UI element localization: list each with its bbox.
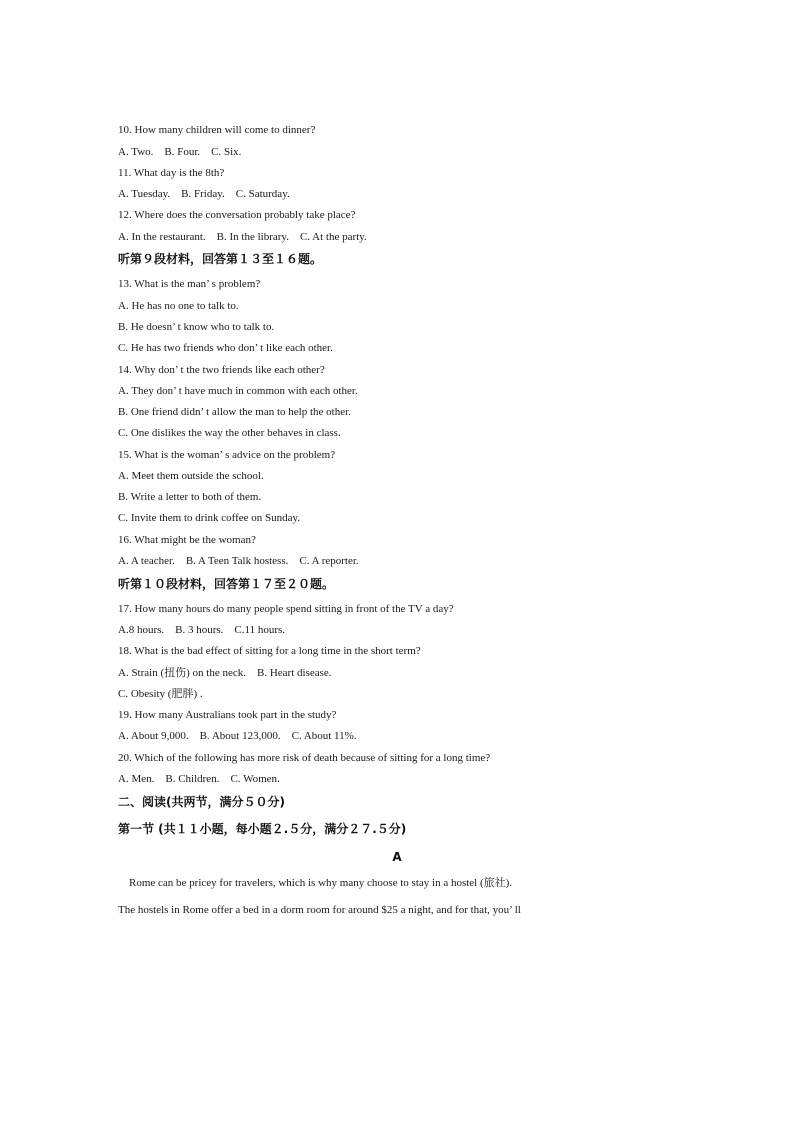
- question-20: 20. Which of the following has more risk of death because of sitting for a long time?: [118, 752, 491, 764]
- question-13: 13. What is the man’ s problem?: [118, 278, 261, 290]
- passage-a-line-2: The hostels in Rome offer a bed in a dorm room for around $25 a night, and for that, you’ ll: [118, 904, 521, 916]
- question-10: 10. How many children will come to dinner?: [118, 124, 316, 136]
- options-16: A. A teacher. B. A Teen Talk hostess. C. A reporter.: [118, 555, 359, 567]
- section-heading-material-10: 听第１０段材料，回答第１７至２０题。: [118, 577, 335, 591]
- question-19: 19. How many Australians took part in the study?: [118, 709, 337, 721]
- options-17: A.8 hours. B. 3 hours. C.11 hours.: [118, 624, 286, 636]
- options-12: A. In the restaurant. B. In the library. C. At the party.: [118, 231, 367, 243]
- option-14-c: C. One dislikes the way the other behaves in class.: [118, 427, 341, 439]
- option-15-b: B. Write a letter to both of them.: [118, 491, 262, 503]
- question-14: 14. Why don’ t the two friends like each other?: [118, 364, 325, 376]
- option-15-c: C. Invite them to drink coffee on Sunday.: [118, 512, 301, 524]
- options-19: A. About 9,000. B. About 123,000. C. About 11%.: [118, 730, 357, 742]
- question-16: 16. What might be the woman?: [118, 534, 256, 546]
- passage-label-a: A: [392, 850, 402, 864]
- option-13-c: C. He has two friends who don’ t like each other.: [118, 342, 333, 354]
- option-13-a: A. He has no one to talk to.: [118, 300, 239, 312]
- option-13-b: B. He doesn’ t know who to talk to.: [118, 321, 275, 333]
- options-10: A. Two. B. Four. C. Six.: [118, 146, 242, 158]
- options-11: A. Tuesday. B. Friday. C. Saturday.: [118, 188, 290, 200]
- section-heading-material-9: 听第９段材料，回答第１３至１６题。: [118, 252, 323, 266]
- question-15: 15. What is the woman’ s advice on the problem?: [118, 449, 336, 461]
- question-12: 12. Where does the conversation probably take place?: [118, 209, 356, 221]
- question-11: 11. What day is the 8th?: [118, 167, 225, 179]
- section-heading-reading: 二、阅读(共两节，满分５０分): [118, 795, 285, 809]
- question-17: 17. How many hours do many people spend sitting in front of the TV a day?: [118, 603, 454, 615]
- options-18-ab: A. Strain (扭伤) on the neck. B. Heart disease.: [118, 667, 332, 679]
- section-heading-part-one: 第一节 (共１１小题，每小题２.５分，满分２７.５分): [118, 822, 407, 836]
- passage-a-line-1: Rome can be pricey for travelers, which is why many choose to stay in a hostel (旅社).: [118, 877, 513, 889]
- options-20: A. Men. B. Children. C. Women.: [118, 773, 280, 785]
- option-15-a: A. Meet them outside the school.: [118, 470, 264, 482]
- question-18: 18. What is the bad effect of sitting for a long time in the short term?: [118, 645, 421, 657]
- option-18-c: C. Obesity (肥胖) .: [118, 688, 203, 700]
- option-14-b: B. One friend didn’ t allow the man to help the other.: [118, 406, 351, 418]
- option-14-a: A. They don’ t have much in common with each other.: [118, 385, 358, 397]
